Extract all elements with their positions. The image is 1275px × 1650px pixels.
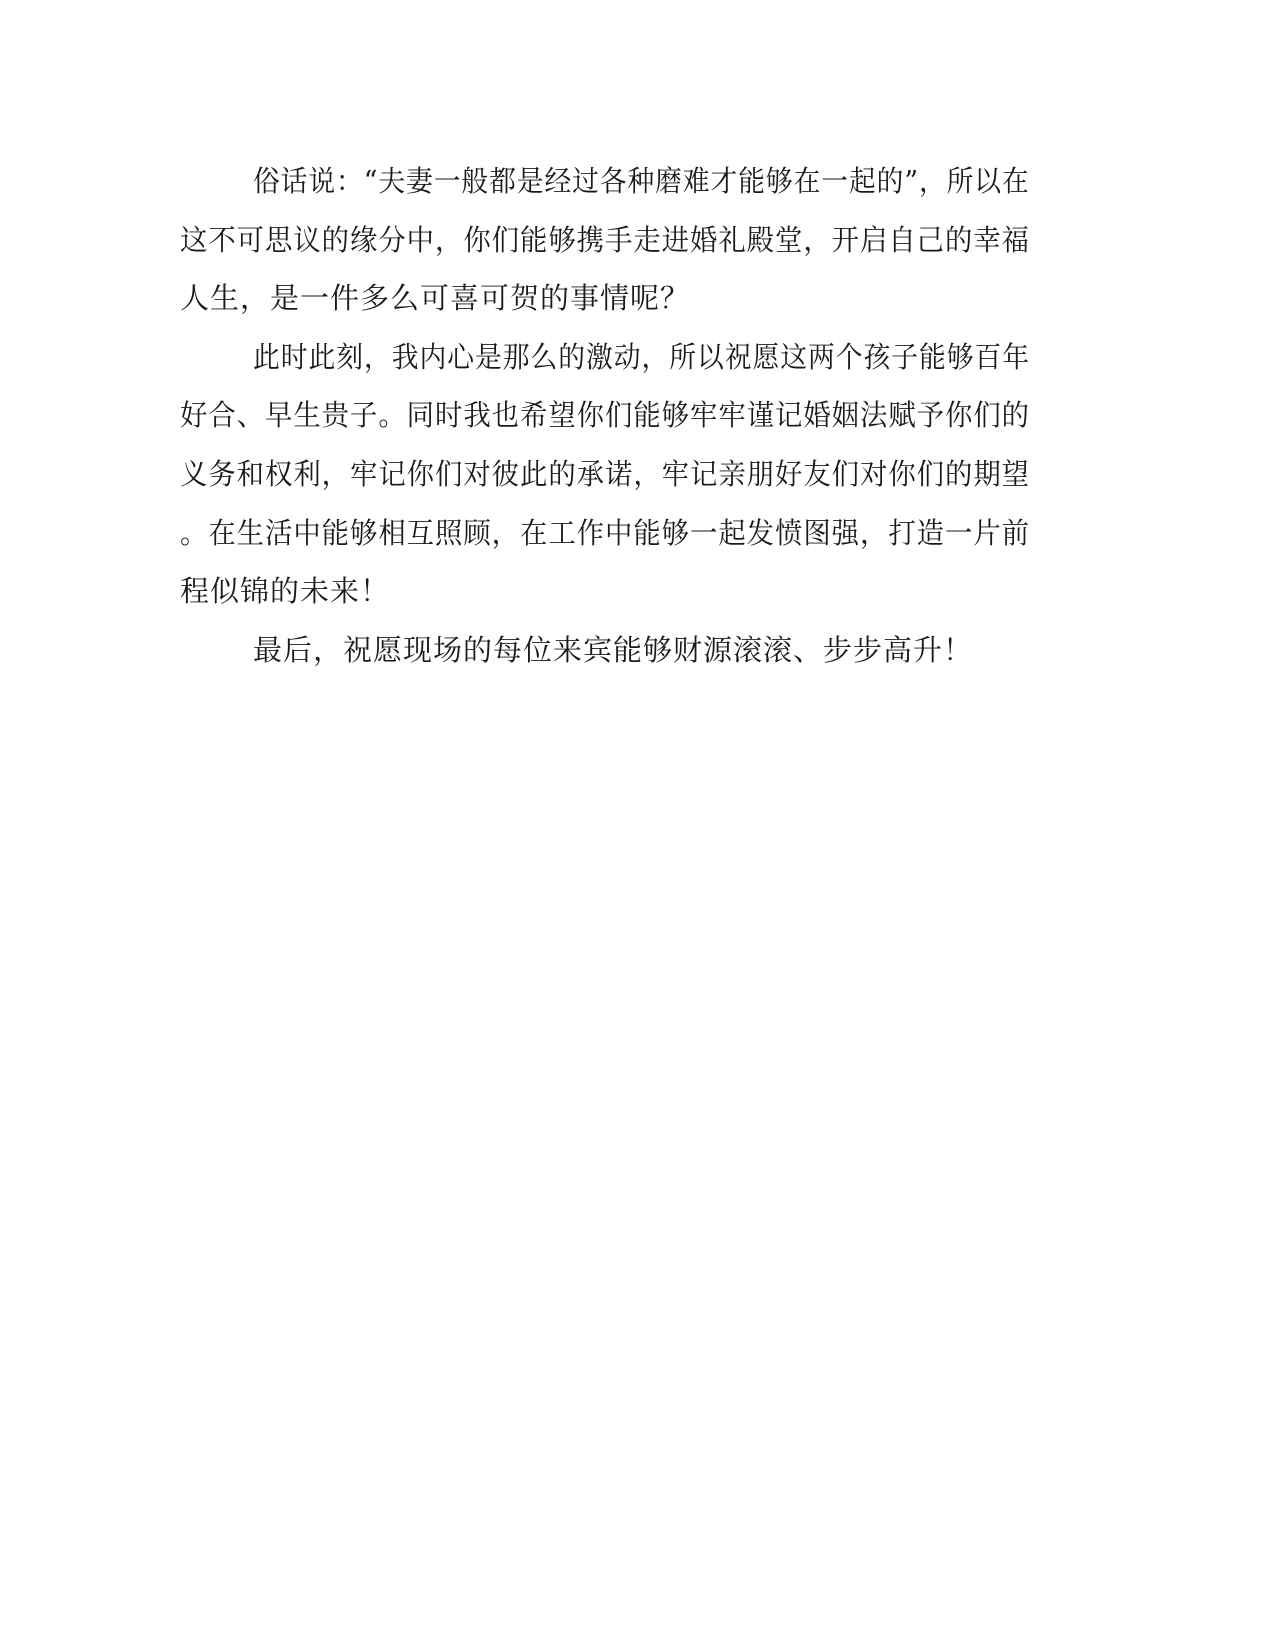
paragraph-line: 最后，祝愿现场的每位来宾能够财源滚滚、步步高升！: [253, 633, 974, 667]
paragraph-line: 义务和权利，牢记你们对彼此的承诺，牢记亲朋好友们对你们的期望: [180, 457, 1031, 491]
paragraph-line: 程似锦的未来！: [180, 574, 391, 608]
paragraph-line: 俗话说：“夫妻一般都是经过各种磨难才能够在一起的”，所以在: [253, 164, 1030, 198]
paragraph-line: 。在生活中能够相互照顾，在工作中能够一起发愤图强，打造一片前: [180, 516, 1031, 550]
paragraph-line: 好合、早生贵子。同时我也希望你们能够牢牢谨记婚姻法赋予你们的: [180, 398, 1031, 432]
paragraph-line: 人生，是一件多么可喜可贺的事情呢？: [180, 281, 691, 315]
paragraph-line: 此时此刻，我内心是那么的激动，所以祝愿这两个孩子能够百年: [253, 340, 1031, 374]
paragraph-line: 这不可思议的缘分中，你们能够携手走进婚礼殿堂，开启自己的幸福: [180, 223, 1031, 257]
